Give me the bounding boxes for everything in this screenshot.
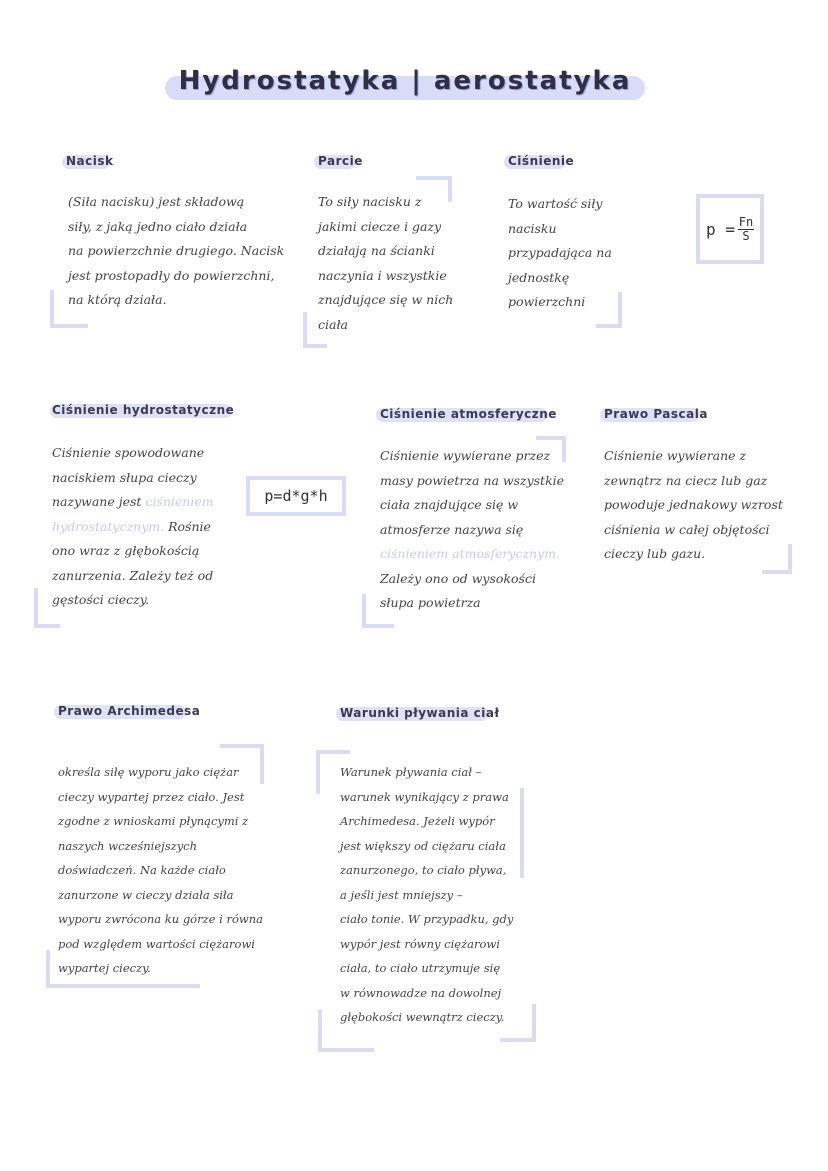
- pressure-formula-box: p = $\frac{Fn}{S}$: [696, 194, 764, 264]
- cisnienie-bracket: [596, 292, 622, 328]
- archimedes-heading: Prawo Archimedesa: [58, 704, 201, 718]
- cisnienie-heading: Ciśnienie: [508, 154, 575, 168]
- archimedes-bracket-bottom: [46, 950, 200, 988]
- nacisk-text: (Siła nacisku) jest składową siły, z jaką jedno ciało działa na powierzchnie drugiego. Nacisk jest prostopadły do powierzchni, na którą działa.: [68, 194, 285, 307]
- hydro-formula-box: p=d*g*h: [246, 476, 346, 516]
- hydro-bracket: [34, 588, 60, 628]
- pascal-text: Ciśnienie wywierane z zewnątrz na ciecz lub gaz powoduje jednakowy wzrost ciśnienia w całej objętości cieczy lub gazu.: [604, 448, 783, 561]
- plywanie-text: Warunek pływania ciał – warunek wynikający z prawa Archimedesa. Jeżeli wypór jest większy od ciężaru ciała zanurzonego, to ciało pływa, a jeśli jest mniejszy – ciało tonie. W przypadku, gdy wypór jest równy ciężarowi ciała, to ciało utrzymuje się w równowadze na dowolnej głębokości wewnątrz cieczy.: [340, 765, 514, 1024]
- plywanie-bracket-bottom-left: [318, 1010, 374, 1052]
- plywanie-bracket-bottom: [500, 1004, 536, 1042]
- plywanie-heading: Warunki pływania ciał: [340, 706, 500, 720]
- hydro-text: Ciśnienie spowodowane naciskiem słupa cieczy nazywane jest ciśnieniem hydrostatycznym. Rośnie ono wraz z głębokością zanurzenia. Zależy też od gęstości cieczy.: [52, 445, 214, 607]
- fraction: $\frac{Fn}{S}$: [738, 214, 754, 243]
- parcie-bracket-bottom: [303, 312, 327, 348]
- cisnienie-text: To wartość siły nacisku przypadająca na jednostkę powierzchni: [508, 196, 612, 309]
- plywanie-bracket-right: [500, 788, 524, 878]
- pascal-heading: Prawo Pascala: [604, 407, 708, 421]
- atmo-text: Ciśnienie wywierane przez masy powietrza na wszystkie ciała znajdujące się w atmosferze nazywa się ciśnieniem atmosferycznym. Zależy ono od wysokości słupa powietrza: [380, 448, 565, 610]
- hydro-heading: Ciśnienie hydrostatyczne: [52, 403, 235, 417]
- parcie-heading: Parcie: [318, 154, 363, 168]
- parcie-text: To siły nacisku z jakimi ciecze i gazy działają na ścianki naczynia i wszystkie znajdujące się w nich ciała: [318, 194, 454, 332]
- pascal-bracket: [762, 544, 792, 574]
- nacisk-bracket: [50, 290, 88, 328]
- atmo-heading: Ciśnienie atmosferyczne: [380, 407, 557, 421]
- archimedes-text: określa siłę wyporu jako ciężar cieczy wypartej przez ciało. Jest zgodne z wnioskami płynącymi z naszych wcześniejszych doświadczeń. Na każde ciało zanurzone w cieczy działa siła wyporu zwrócona ku górze i równa pod względem wartości ciężarowi wypartej cieczy.: [58, 765, 263, 975]
- atmo-bracket-bottom: [362, 594, 394, 628]
- nacisk-heading: Nacisk: [66, 154, 114, 168]
- page-title: Hydrostatyka | aerostatyka: [178, 66, 632, 96]
